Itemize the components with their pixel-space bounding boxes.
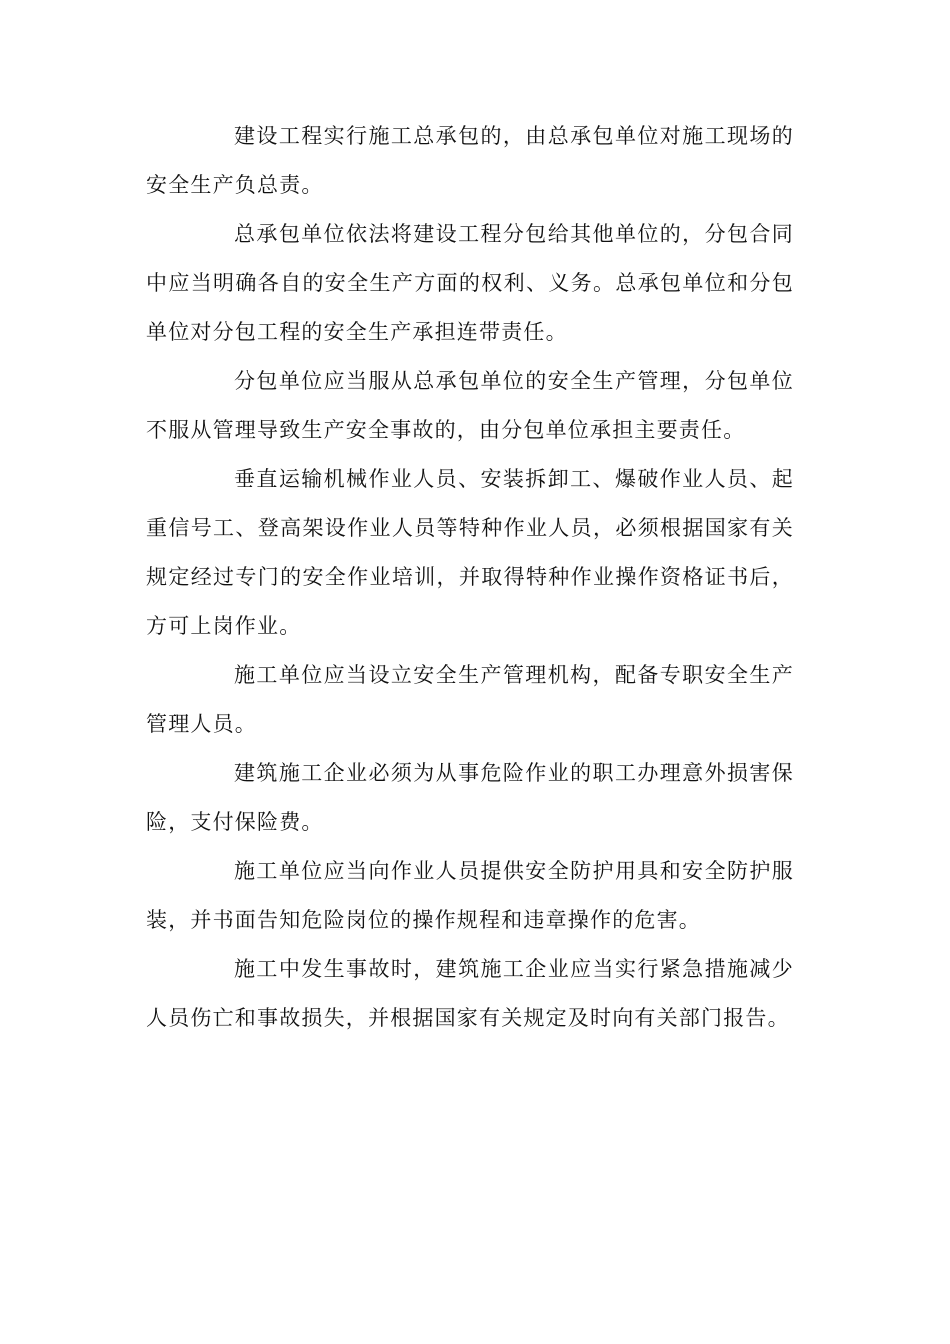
paragraph-subcontract-obligations: 总承包单位依法将建设工程分包给其他单位的，分包合同中应当明确各自的安全生产方面的权利、义务。总承包单位和分包单位对分包工程的安全生产承担连带责任。: [146, 222, 794, 344]
paragraph-special-operations-training: 垂直运输机械作业人员、安装拆卸工、爆破作业人员、起重信号工、登高架设作业人员等特种作业人员，必须根据国家有关规定经过专门的安全作业培训，并取得特种作业操作资格证书后，方可上岗作业。: [146, 467, 794, 638]
paragraph-safety-management-agency: 施工单位应当设立安全生产管理机构，配备专职安全生产管理人员。: [146, 663, 794, 736]
paragraph-subcontractor-compliance: 分包单位应当服从总承包单位的安全生产管理，分包单位不服从管理导致生产安全事故的，由分包单位承担主要责任。: [146, 369, 794, 442]
paragraph-general-contractor-responsibility: 建设工程实行施工总承包的，由总承包单位对施工现场的安全生产负总责。: [146, 124, 794, 197]
paragraph-protective-equipment: 施工单位应当向作业人员提供安全防护用具和安全防护服装，并书面告知危险岗位的操作规程和违章操作的危害。: [146, 859, 794, 932]
paragraph-accident-reporting: 施工中发生事故时，建筑施工企业应当实行紧急措施减少人员伤亡和事故损失，并根据国家有关规定及时向有关部门报告。: [146, 957, 794, 1030]
document-body: [146, 112, 794, 1043]
paragraph-accident-insurance: 建筑施工企业必须为从事危险作业的职工办理意外损害保险，支付保险费。: [146, 761, 794, 834]
